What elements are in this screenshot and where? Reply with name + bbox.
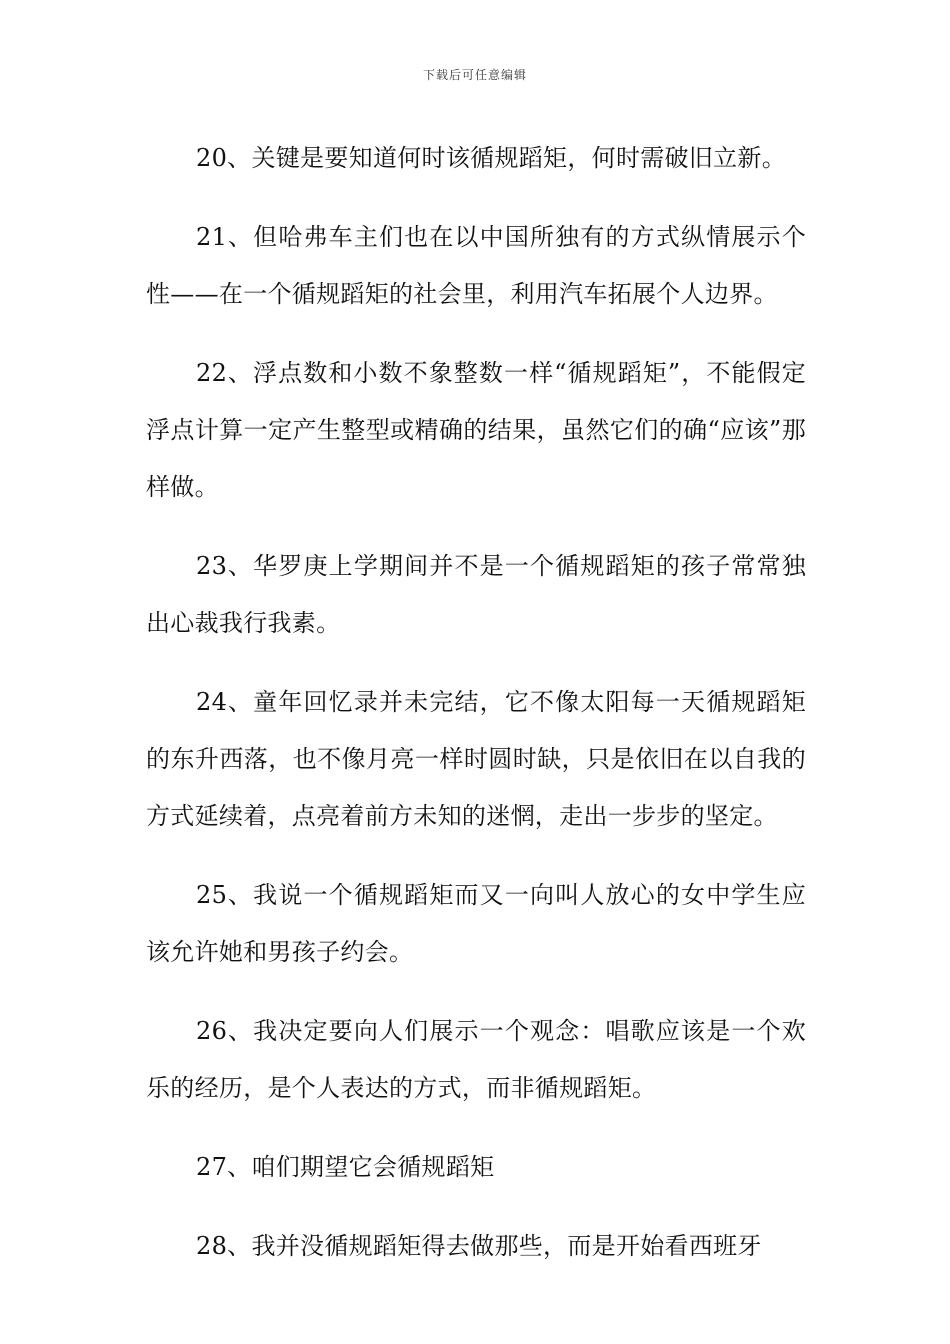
header-note: 下载后可任意编辑 (422, 68, 527, 82)
paragraph-24: 24、童年回忆录并未完结，它不像太阳每一天循规蹈矩的东升西落，也不像月亮一样时圆时缺，只是依旧在以自我的方式延续着，点亮着前方未知的迷惘，走出一步步的坚定。 (146, 688, 806, 830)
document-body (146, 130, 806, 1297)
paragraph-22: 22、浮点数和小数不象整数一样“循规蹈矩”，不能假定浮点计算一定产生整型或精确的结果，虽然它们的确“应该”那样做。 (146, 359, 806, 501)
paragraph-20: 20、关键是要知道何时该循规蹈矩，何时需破旧立新。 (196, 144, 787, 172)
paragraph-23: 23、华罗庚上学期间并不是一个循规蹈矩的孩子常常独出心裁我行我素。 (146, 552, 806, 637)
paragraph-25: 25、我说一个循规蹈矩而又一向叫人放心的女中学生应该允许她和男孩子约会。 (146, 881, 806, 966)
paragraph-21: 21、但哈弗车主们也在以中国所独有的方式纵情展示个性——在一个循规蹈矩的社会里，利用汽车拓展个人边界。 (146, 223, 806, 308)
paragraph-28: 28、我并没循规蹈矩得去做那些，而是开始看西班牙 (196, 1232, 762, 1260)
paragraph-27: 27、咱们期望它会循规蹈矩 (196, 1153, 495, 1181)
paragraph-26: 26、我决定要向人们展示一个观念：唱歌应该是一个欢乐的经历，是个人表达的方式，而非循规蹈矩。 (146, 1017, 806, 1102)
